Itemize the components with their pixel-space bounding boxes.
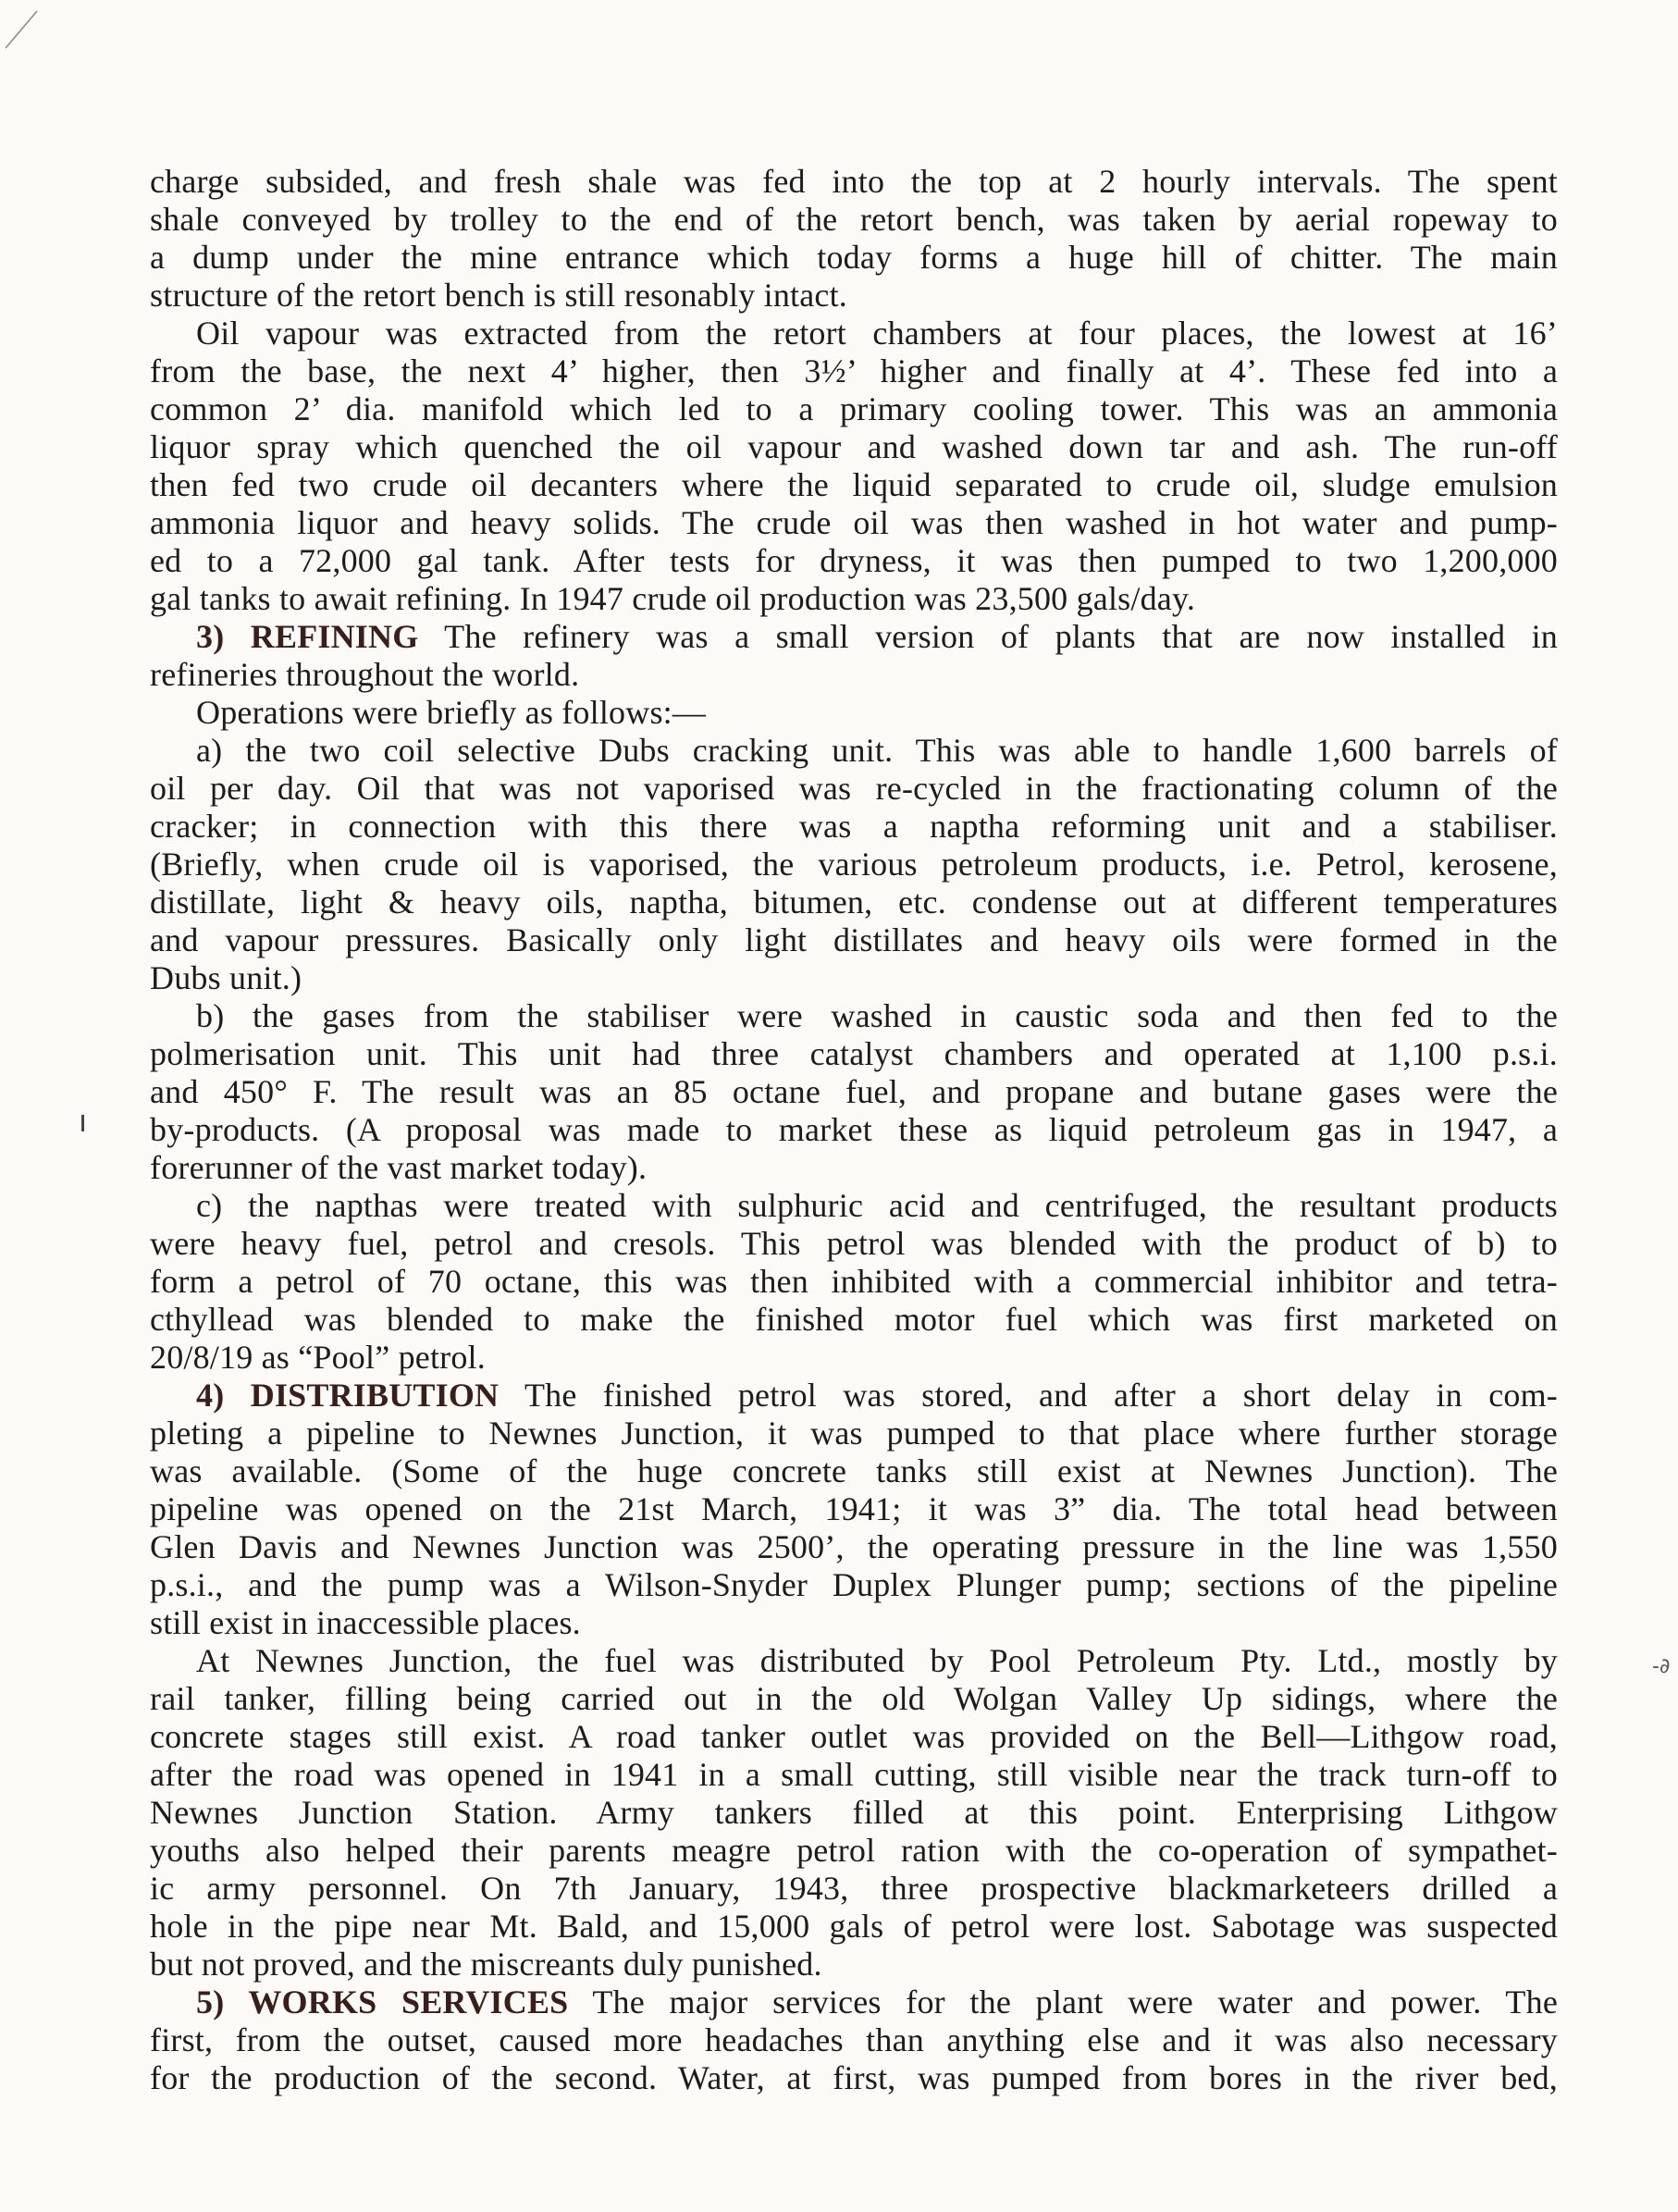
text-line — [150, 1642, 1558, 1680]
text-line — [150, 466, 1558, 504]
line-text: Newnes Junction Station. Army tankers filled at this point. Enterprising Lithgow — [150, 1794, 1558, 1831]
text-line — [150, 2021, 1558, 2059]
line-text: structure of the retort bench is still resonably intact. — [150, 277, 847, 314]
text-line — [150, 1035, 1558, 1073]
line-text: then fed two crude oil decanters where the liquid separated to crude oil, sludge emulsion — [150, 466, 1558, 503]
line-text: The finished petrol was stored, and after a short delay in com- — [499, 1377, 1558, 1414]
line-text: gal tanks to await refining. In 1947 crude oil production was 23,500 gals/day. — [150, 580, 1196, 617]
line-text: a dump under the mine entrance which today forms a huge hill of chitter. The main — [150, 239, 1558, 276]
text-line — [150, 1718, 1558, 1756]
line-text: oil per day. Oil that was not vaporised was re-cycled in the fractionating column of the — [150, 770, 1558, 807]
text-line — [150, 1339, 1558, 1377]
line-text: still exist in inaccessible places. — [150, 1604, 581, 1641]
text-line — [150, 542, 1558, 580]
line-text: Glen Davis and Newnes Junction was 2500’, the operating pressure in the line was 1,550 — [150, 1528, 1558, 1565]
line-text: cracker; in connection with this there was a naptha reforming unit and a stabiliser. — [150, 808, 1558, 845]
text-line — [150, 1566, 1558, 1604]
line-text: by-products. (A proposal was made to market these as liquid petroleum gas in 1947, a — [150, 1111, 1558, 1148]
text-line — [150, 1490, 1558, 1528]
text-line — [150, 1187, 1558, 1225]
text-line — [150, 884, 1558, 921]
text-line — [150, 1604, 1558, 1642]
line-text: At Newnes Junction, the fuel was distributed by Pool Petroleum Pty. Ltd., mostly by — [196, 1642, 1558, 1679]
line-text: refineries throughout the world. — [150, 656, 580, 693]
line-text: (Briefly, when crude oil is vaporised, the various petroleum products, i.e. Petrol, kerosene, — [150, 846, 1558, 883]
line-text: pipeline was opened on the 21st March, 1941; it was 3” dia. The total head between — [150, 1490, 1558, 1527]
line-text: from the base, the next 4’ higher, then 3½’ higher and finally at 4’. These fed into a — [150, 352, 1558, 389]
line-text: a) the two coil selective Dubs cracking unit. This was able to handle 1,600 barrels of — [196, 732, 1558, 769]
line-text: c) the napthas were treated with sulphuric acid and centrifuged, the resultant products — [196, 1187, 1558, 1224]
text-line — [150, 732, 1558, 770]
line-text: form a petrol of 70 octane, this was then inhibited with a commercial inhibitor and tetra- — [150, 1263, 1558, 1300]
section-heading: 4) DISTRIBUTION — [196, 1377, 500, 1414]
text-line — [150, 1111, 1558, 1149]
text-line — [150, 921, 1558, 959]
line-text: The refinery was a small version of plants that are now installed in — [418, 618, 1558, 655]
text-line — [150, 239, 1558, 277]
line-text: hole in the pipe near Mt. Bald, and 15,000 gals of petrol were lost. Sabotage was suspected — [150, 1908, 1558, 1945]
text-line — [150, 1377, 1558, 1415]
text-line — [150, 846, 1558, 884]
line-text: Dubs unit.) — [150, 959, 302, 996]
text-line — [150, 1756, 1558, 1794]
text-line — [150, 1452, 1558, 1490]
margin-tick-mark — [81, 1115, 84, 1131]
line-text: polmerisation unit. This unit had three catalyst chambers and operated at 1,100 p.s.i. — [150, 1035, 1558, 1072]
text-line — [150, 959, 1558, 997]
line-text: rail tanker, filling being carried out in the old Wolgan Valley Up sidings, where the — [150, 1680, 1558, 1717]
line-text: Oil vapour was extracted from the retort chambers at four places, the lowest at 16’ — [196, 315, 1558, 352]
text-line — [150, 390, 1558, 428]
text-line — [150, 1149, 1558, 1187]
text-line — [150, 315, 1558, 352]
text-line — [150, 504, 1558, 542]
line-text: cthyllead was blended to make the finished motor fuel which was first marketed on — [150, 1301, 1558, 1338]
text-line — [150, 2059, 1558, 2097]
text-line — [150, 201, 1558, 239]
text-line — [150, 808, 1558, 846]
line-text: charge subsided, and fresh shale was fed into the top at 2 hourly intervals. The spent — [150, 163, 1558, 200]
text-line — [150, 1415, 1558, 1452]
text-line — [150, 694, 1558, 732]
text-line — [150, 656, 1558, 694]
line-text: first, from the outset, caused more headaches than anything else and it was also necessary — [150, 2021, 1558, 2058]
text-line — [150, 1301, 1558, 1339]
section-heading: 3) REFINING — [196, 618, 419, 655]
line-text: ic army personnel. On 7th January, 1943, three prospective blackmarketeers drilled a — [150, 1870, 1558, 1907]
text-line — [150, 1794, 1558, 1832]
line-text: concrete stages still exist. A road tanker outlet was provided on the Bell—Lithgow road, — [150, 1718, 1558, 1755]
line-text: Operations were briefly as follows:— — [196, 694, 707, 731]
text-line — [150, 277, 1558, 315]
line-text: was available. (Some of the huge concrete tanks still exist at Newnes Junction). The — [150, 1452, 1558, 1489]
text-line — [150, 1263, 1558, 1301]
line-text: 20/8/19 as “Pool” petrol. — [150, 1339, 486, 1376]
margin-scribble-mark: -∂ — [1652, 1655, 1671, 1678]
line-text: shale conveyed by trolley to the end of the retort bench, was taken by aerial ropeway to — [150, 201, 1558, 238]
line-text: and 450° F. The result was an 85 octane fuel, and propane and butane gases were the — [150, 1073, 1558, 1110]
line-text: and vapour pressures. Basically only light distillates and heavy oils were formed in the — [150, 921, 1558, 958]
line-text: ammonia liquor and heavy solids. The crude oil was then washed in hot water and pump- — [150, 504, 1558, 541]
text-line — [150, 1073, 1558, 1111]
line-text: distillate, light & heavy oils, naptha, bitumen, etc. condense out at different temperatures — [150, 884, 1558, 921]
text-line — [150, 997, 1558, 1035]
text-line — [150, 1983, 1558, 2021]
line-text: forerunner of the vast market today). — [150, 1149, 648, 1186]
line-text: The major services for the plant were water and power. The — [568, 1983, 1558, 2020]
document-page — [150, 163, 1558, 2097]
text-line — [150, 1680, 1558, 1718]
line-text: pleting a pipeline to Newnes Junction, it was pumped to that place where further storage — [150, 1415, 1558, 1452]
text-line — [150, 1225, 1558, 1263]
text-line — [150, 1832, 1558, 1870]
text-line — [150, 618, 1558, 656]
text-line — [150, 352, 1558, 390]
line-text: after the road was opened in 1941 in a small cutting, still visible near the track turn-off to — [150, 1756, 1558, 1793]
text-line — [150, 770, 1558, 808]
line-text: were heavy fuel, petrol and cresols. This petrol was blended with the product of b) to — [150, 1225, 1558, 1262]
text-line — [150, 580, 1558, 618]
line-text: liquor spray which quenched the oil vapour and washed down tar and ash. The run-off — [150, 428, 1558, 465]
text-line — [150, 1946, 1558, 1983]
line-text: p.s.i., and the pump was a Wilson-Snyder Duplex Plunger pump; sections of the pipeline — [150, 1566, 1558, 1603]
line-text: for the production of the second. Water, at first, was pumped from bores in the river bed, — [150, 2059, 1558, 2096]
text-line — [150, 163, 1558, 201]
text-line — [150, 1908, 1558, 1946]
text-line — [150, 1528, 1558, 1566]
text-line — [150, 428, 1558, 466]
line-text: common 2’ dia. manifold which led to a primary cooling tower. This was an ammonia — [150, 390, 1558, 427]
line-text: but not proved, and the miscreants duly punished. — [150, 1946, 822, 1983]
line-text: ed to a 72,000 gal tank. After tests for dryness, it was then pumped to two 1,200,000 — [150, 542, 1558, 579]
text-line — [150, 1870, 1558, 1908]
line-text: b) the gases from the stabiliser were washed in caustic soda and then fed to the — [196, 997, 1558, 1034]
line-text: youths also helped their parents meagre petrol ration with the co-operation of sympathet- — [150, 1832, 1558, 1869]
pen-stroke-mark — [4, 7, 41, 50]
section-heading: 5) WORKS SERVICES — [196, 1983, 569, 2020]
